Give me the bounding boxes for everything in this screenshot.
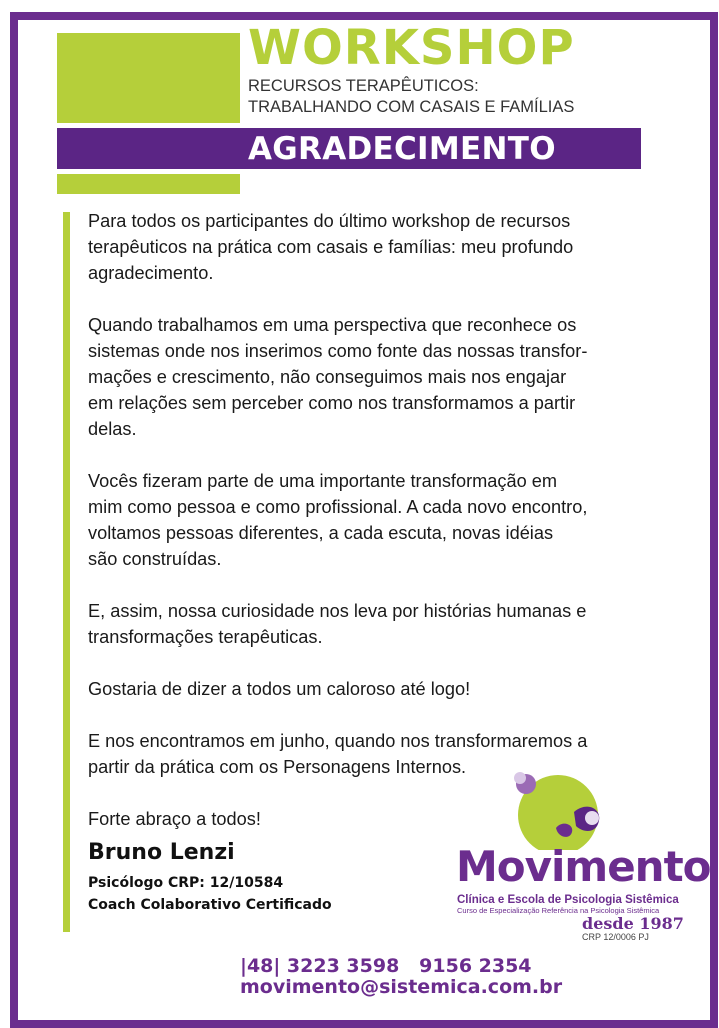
paragraph-3: Vocês fizeram parte de uma importante transformação em mim como pessoa e como profissional. A cada novo encontro, voltamos pessoas diferentes, a cada escuta, novas idéias são construídas. [88,471,588,569]
logo-since: desde 1987 [582,914,684,933]
subtitle-line-2: TRABALHANDO COM CASAIS E FAMÍLIAS [248,98,575,116]
header-green-block-bottom [57,174,240,194]
paragraph-4: E, assim, nossa curiosidade nos leva por histórias humanas e transformações terapêuticas. [88,601,587,647]
contact-email[interactable]: movimento@sistemica.com.br [240,976,563,998]
paragraph-5: Gostaria de dizer a todos um caloroso até logo! [88,679,471,699]
paragraph-7: Forte abraço a todos! [88,809,261,829]
logo-brand-name: Movimento [456,842,711,891]
paragraph-1: Para todos os participantes do último workshop de recursos terapêuticos na prática com casais e famílias: meu profundo agradecimento. [88,211,574,283]
signature-title: Coach Colaborativo Certificado [88,897,332,913]
subtitle [248,76,574,118]
contact-phones: |48| 3223 3598 9156 2354 [240,955,532,977]
logo-crp: CRP 12/0006 PJ [582,932,649,942]
signature-name: Bruno Lenzi [88,840,235,865]
header-green-block-top [57,33,240,123]
logo-tagline: Clínica e Escola de Psicologia Sistêmica [457,894,679,906]
letter-body [88,208,668,858]
page-title: WORKSHOP [248,20,575,76]
movimento-logo-icon [496,770,616,850]
logo-course-line: Curso de Especialização Referência na Psicologia Sistêmica [457,906,660,915]
paragraph-2: Quando trabalhamos em uma perspectiva que reconhece os sistemas onde nos inserimos como fonte das nossas transfor- mações e crescimento, não conseguimos mais nos engajar em relações sem perceber como nos transformamos a partir delas. [88,315,588,439]
paragraph-6: E nos encontramos em junho, quando nos transformaremos a partir da prática com os Personagens Internos. [88,731,588,777]
signature-crp: Psicólogo CRP: 12/10584 [88,875,284,891]
banner-heading: AGRADECIMENTO [248,131,556,167]
side-accent-bar [63,212,70,932]
subtitle-line-1: RECURSOS TERAPÊUTICOS: [248,77,479,95]
